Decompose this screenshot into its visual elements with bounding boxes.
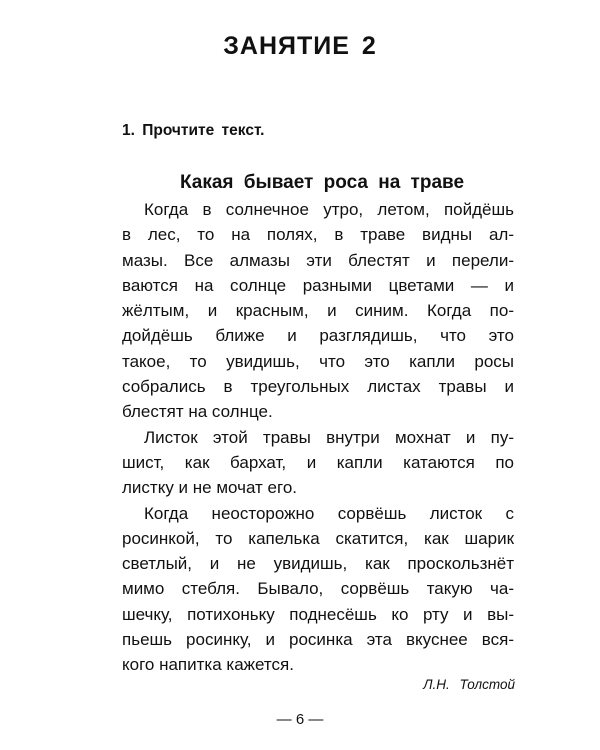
paragraph <box>122 197 514 425</box>
text-line: мазы. Все алмазы эти блестят и перели- <box>122 250 514 270</box>
lesson-title: ЗАНЯТИЕ 2 <box>223 32 377 60</box>
text-line: мимо стебля. Бывало, сорвёшь такую ча- <box>122 579 514 599</box>
text-line: Листок этой травы внутри мохнат и пу- <box>144 427 514 447</box>
text-line: шечку, потихоньку поднесёшь ко рту и вы- <box>122 604 514 624</box>
author-signature: Л.Н. Толстой <box>423 677 515 692</box>
paragraph <box>122 425 514 501</box>
text-line: жёлтым, и красным, и синим. Когда по- <box>122 301 514 321</box>
task-instruction: 1. Прочтите текст. <box>122 122 265 139</box>
text-line: росинкой, то капелька скатится, как шарик <box>122 528 514 548</box>
page-number: — 6 — <box>276 711 324 728</box>
text-line: листку и не мочат его. <box>122 478 298 498</box>
paragraph <box>122 501 514 678</box>
text-line: собрались в треугольных листах травы и <box>122 377 514 397</box>
text-line: Когда в солнечное утро, летом, пойдёшь <box>144 200 514 219</box>
story-title: Какая бывает роса на траве <box>179 172 465 193</box>
text-line: шист, как бархат, и капли катаются по <box>122 452 514 472</box>
text-line: Когда неосторожно сорвёшь листок с <box>144 503 514 523</box>
story-text <box>122 197 514 678</box>
text-line: светлый, и не увидишь, как проскользнёт <box>122 554 514 574</box>
text-line: ваются на солнце разными цветами — и <box>122 275 514 295</box>
text-line: в лес, то на полях, в траве видны ал- <box>122 225 514 245</box>
text-line: пьешь росинку, и росинка эта вкуснее вся- <box>122 630 514 650</box>
text-line: кого напитка кажется. <box>122 655 294 675</box>
text-line: такое, то увидишь, что это капли росы <box>122 351 514 371</box>
text-line: блестят на солнце. <box>122 402 273 422</box>
text-line: дойдёшь ближе и разглядишь, что это <box>122 326 514 346</box>
